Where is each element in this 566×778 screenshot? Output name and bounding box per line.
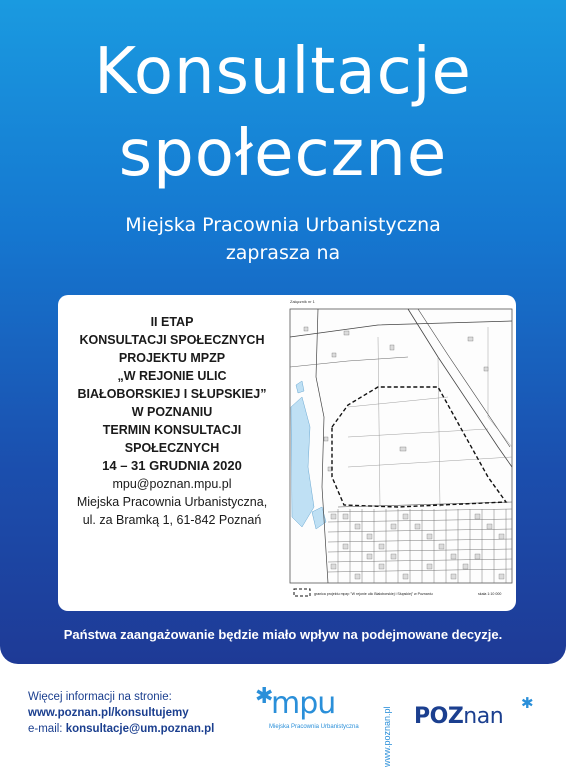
page-title-line1: Konsultacje — [94, 35, 472, 109]
mpu-logo — [255, 684, 359, 736]
plan-map — [288, 297, 514, 607]
area-line1: „W REJONIE ULIC — [117, 369, 227, 383]
term-dates: 14 – 31 GRUDNIA 2020 — [102, 458, 242, 473]
map-attachment-label: Załącznik nr 1 — [290, 299, 315, 304]
consultation-line: KONSULTACJI SPOŁECZNYCH — [79, 333, 265, 347]
contact-email[interactable]: mpu@poznan.mpu.pl — [112, 477, 232, 491]
footer-email-label: e-mail: — [28, 723, 66, 735]
organizer-name: Miejska Pracownia Urbanistyczna — [125, 214, 441, 236]
poznan-logo — [414, 694, 534, 738]
address-line1: Miejska Pracownia Urbanistyczna, — [76, 495, 268, 509]
vertical-url-text: www.poznan.pl — [382, 706, 392, 767]
term-line1: TERMIN KONSULTACJI — [102, 423, 242, 437]
term-line2: SPOŁECZNYCH — [124, 441, 220, 455]
area-line2: BIAŁOBORSKIEJ I SŁUPSKIEJ” — [77, 387, 267, 401]
poznan-logo-lower: nan — [463, 704, 504, 729]
consultation-card — [58, 295, 516, 611]
map-legend-text: granica projektu mpzp "W rejonie ulic Białoborskiej i Słupskiej" w Poznaniu — [314, 592, 433, 596]
project-line: PROJEKTU MPZP — [118, 351, 226, 365]
city-line: W POZNANIU — [131, 405, 213, 419]
asterisk-icon: ✱ — [521, 694, 534, 712]
footer-info-label: Więcej informacji na stronie: — [28, 691, 172, 703]
mpu-logo-text: mpu — [271, 686, 336, 721]
map-scale-text: skala 1:10 000 — [478, 592, 502, 596]
poznan-logo-text — [414, 704, 503, 729]
stage-line: II ETAP — [150, 315, 194, 329]
engagement-banner: Państwa zaangażowanie będzie miało wpływ na podejmowane decyzje. — [63, 627, 503, 642]
consultation-info — [58, 313, 286, 529]
address-line2: ul. za Bramką 1, 61-842 Poznań — [82, 513, 262, 527]
mpu-logo-subtitle: Miejska Pracownia Urbanistyczna — [269, 724, 359, 730]
invitation-text: zaprasza na — [225, 242, 341, 264]
vertical-url — [372, 685, 392, 767]
poznan-logo-upper: POZ — [414, 704, 464, 729]
page-title-line2: społeczne — [118, 117, 448, 191]
footer-email-row — [28, 721, 268, 737]
footer-contact — [28, 689, 268, 737]
footer-email-link[interactable]: konsultacje@um.poznan.pl — [65, 723, 215, 735]
footer-website-link[interactable]: www.poznan.pl/konsultujemy — [28, 707, 189, 719]
asterisk-icon: ✱ — [255, 684, 274, 709]
